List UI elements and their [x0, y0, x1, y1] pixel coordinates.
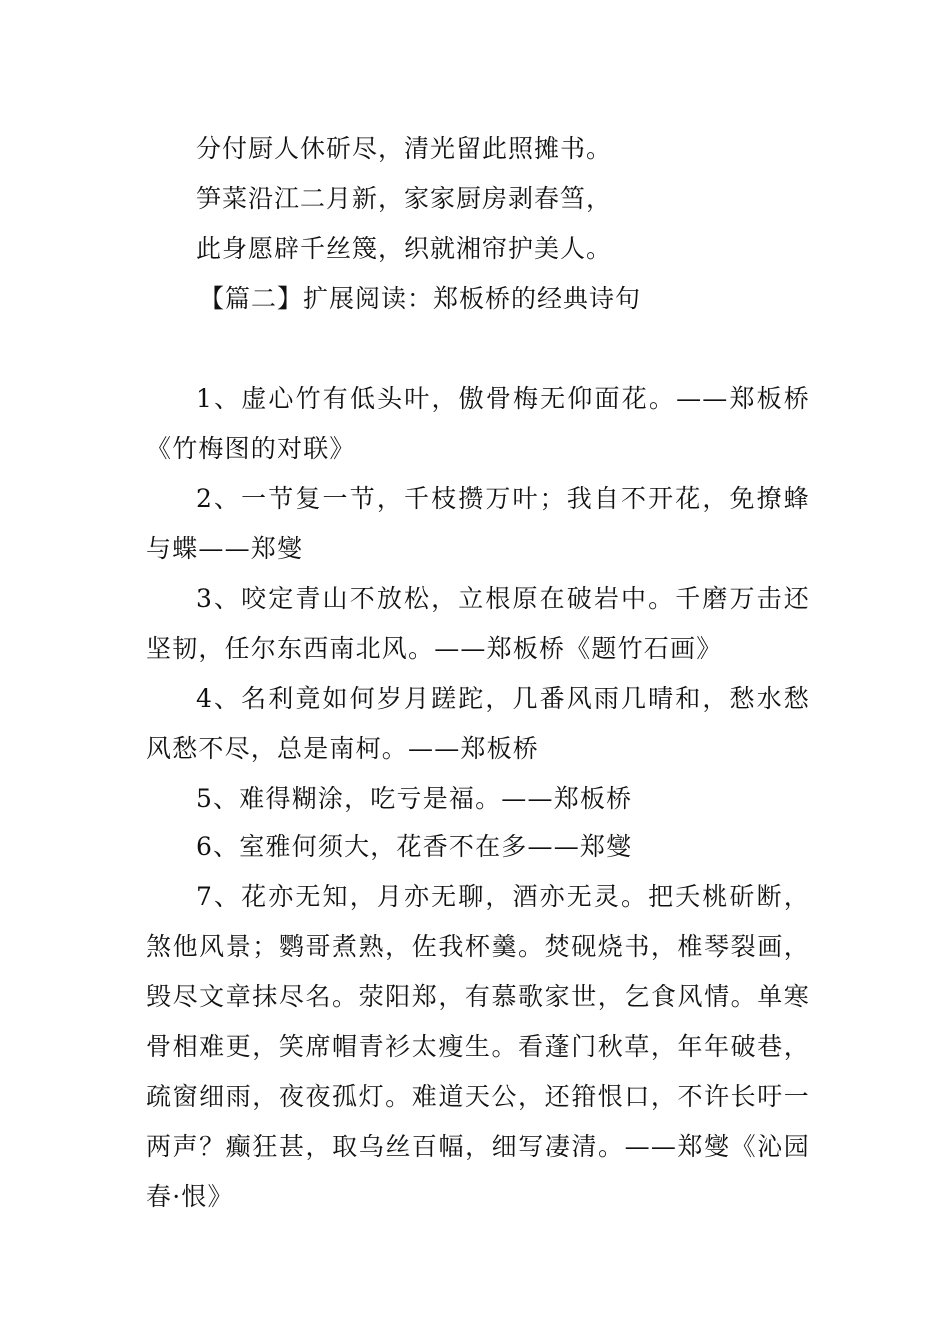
poem-line-1: 分付厨人休斫尽，清光留此照摊书。: [196, 134, 613, 163]
quote-item-4: 4、名利竟如何岁月蹉跎，几番风雨几晴和，愁水愁风愁不尽，总是南柯。——郑板桥: [146, 684, 810, 763]
quote-item-1: 1、虚心竹有低头叶，傲骨梅无仰面花。——郑板桥《竹梅图的对联》: [146, 384, 810, 463]
poem-line-2: 笋菜沿江二月新，家家厨房剥春筜，: [196, 184, 613, 213]
quote-item-2: 2、一节复一节，千枝攒万叶；我自不开花，免撩蜂与蝶——郑燮: [146, 484, 810, 563]
poem-line-3: 此身愿辟千丝篾，织就湘帘护美人。: [196, 234, 613, 263]
quote-item-3: 3、咬定青山不放松，立根原在破岩中。千磨万击还坚韧，任尔东西南北风。——郑板桥《题竹石画》: [146, 584, 810, 663]
quote-item-5: 5、难得糊涂，吃亏是福。——郑板桥: [196, 784, 633, 813]
quote-item-6: 6、室雅何须大，花香不在多——郑燮: [196, 832, 633, 861]
section-heading: 【篇二】扩展阅读：郑板桥的经典诗句: [199, 284, 642, 313]
quote-item-7: 7、花亦无知，月亦无聊，酒亦无灵。把夭桃斫断，煞他风景；鹦哥煮熟，佐我杯羹。焚砚烧书，椎琴裂画，毁尽文章抹尽名。荥阳郑，有慕歌家世，乞食风情。单寒骨相难更，笑席帽青衫太瘦生。看蓬门秋草，年年破巷，疏窗细雨，夜夜孤灯。难道天公，还箝恨口，不许长吁一两声？癫狂甚，取乌丝百幅，细写凄清。——郑燮《沁园春·恨》: [146, 882, 810, 1211]
